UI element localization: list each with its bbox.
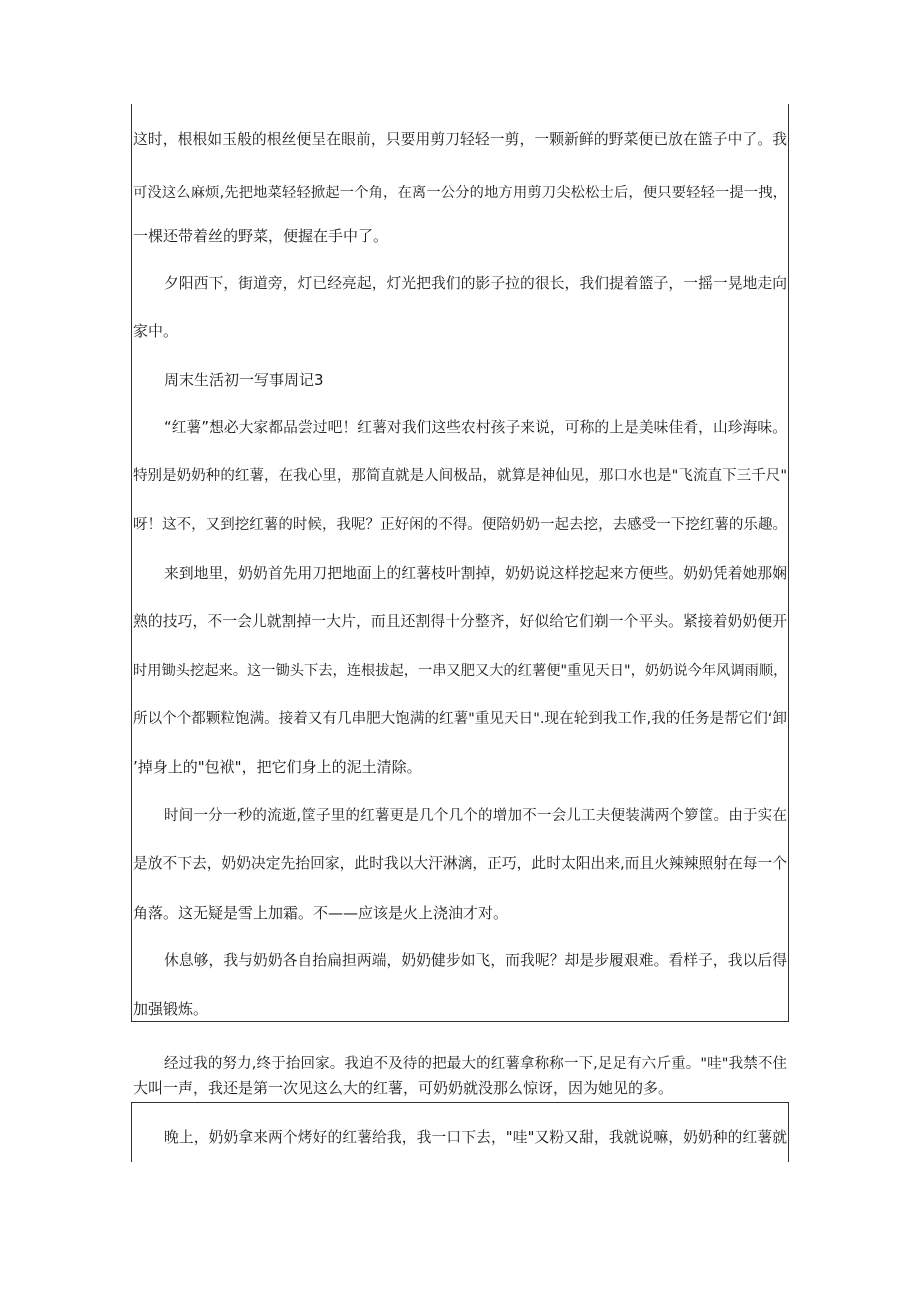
paragraph-line: ’掉身上的"包袱"，把它们身上的泥土清除。	[133, 758, 422, 776]
paragraph-line: 家中。	[133, 322, 179, 340]
paragraph-line: 特别是奶奶种的红薯，在我心里，那简直就是人间极品，就算是神仙见，那口水也是"飞流直下三千尺"	[133, 468, 787, 484]
paragraph-line: 经过我的努力,终于抬回家。我迫不及待的把最大的红薯拿称称一下,足足有六斤重。"哇"我禁不住	[164, 1056, 787, 1072]
paragraph-line: “红薯”想必大家都品尝过吧！红薯对我们这些农村孩子来说，可称的上是美味佳肴，山珍海味。	[164, 419, 787, 436]
paragraph-line: 可没这么麻烦,先把地菜轻轻掀起一个角，在离一公分的地方用剪刀尖松松士后，便只要轻轻一提一拽，	[133, 185, 787, 201]
paragraph-line: 时用锄头挖起来。这一锄头下去，连根拔起，一串又肥又大的红薯便"重见天日"，奶奶说今年风调雨顺，	[133, 663, 788, 679]
paragraph-line: 加强锻炼。	[133, 1000, 209, 1018]
paragraph-line: 呀！这不，又到挖红薯的时候，我呢？正好闲的不得。便陪奶奶一起去挖，去感受一下挖红薯的乐趣。	[133, 517, 787, 533]
paragraph-line: 夕阳西下，街道旁，灯已经亮起，灯光把我们的影子拉的很长，我们提着篮子，一摇一晃地走向	[164, 275, 787, 292]
paragraph-line: 晚上，奶奶拿来两个烤好的红薯给我，我一口下去，"哇"又粉又甜，我就说嘛，奶奶种的红薯就	[164, 1129, 787, 1146]
paragraph-line: 休息够，我与奶奶各自抬扁担两端，奶奶健步如飞，而我呢？却是步履艰难。看样子，我以后得	[164, 952, 787, 969]
paragraph-line: 是放不下去，奶奶决定先抬回家，此时我以大汗淋漓，正巧，此时太阳出来,而且火辣辣照射在每一个	[133, 855, 787, 872]
paragraph-line: 熟的技巧，不一会儿就割掉一大片，而且还割得十分整齐，好似给它们剃一个平头。紧接着奶奶便开	[133, 613, 787, 630]
paragraph-line: 时间一分一秒的流逝,筐子里的红薯更是几个几个的增加不一会儿工夫便装满两个箩筐。由于实在	[164, 808, 787, 824]
paragraph-line: 来到地里，奶奶首先用刀把地面上的红薯枝叶割掉，奶奶说这样挖起来方便些。奶奶凭着她那娴	[164, 565, 787, 582]
paragraph-line: 大叫一声，我还是第一次见这么大的红薯，可奶奶就没那么惊讶，因为她见的多。	[133, 1079, 674, 1097]
section-heading: 周末生活初一写事周记3	[164, 371, 324, 389]
paragraph-line: 所以个个都颗粒饱满。接着又有几串肥大饱满的红薯"重见天日".现在轮到我工作,我的任务是帮它们‘卸	[133, 711, 787, 727]
paragraph-line: 这时，根根如玉般的根丝便呈在眼前，只要用剪刀轻轻一剪，一颗新鲜的野菜便已放在篮子中了。我	[133, 131, 787, 148]
paragraph-line: 一棵还带着丝的野菜，便握在手中了。	[133, 227, 389, 245]
paragraph-line: 角落。这无疑是雪上加霜。不——应该是火上浇油才对。	[133, 904, 509, 922]
